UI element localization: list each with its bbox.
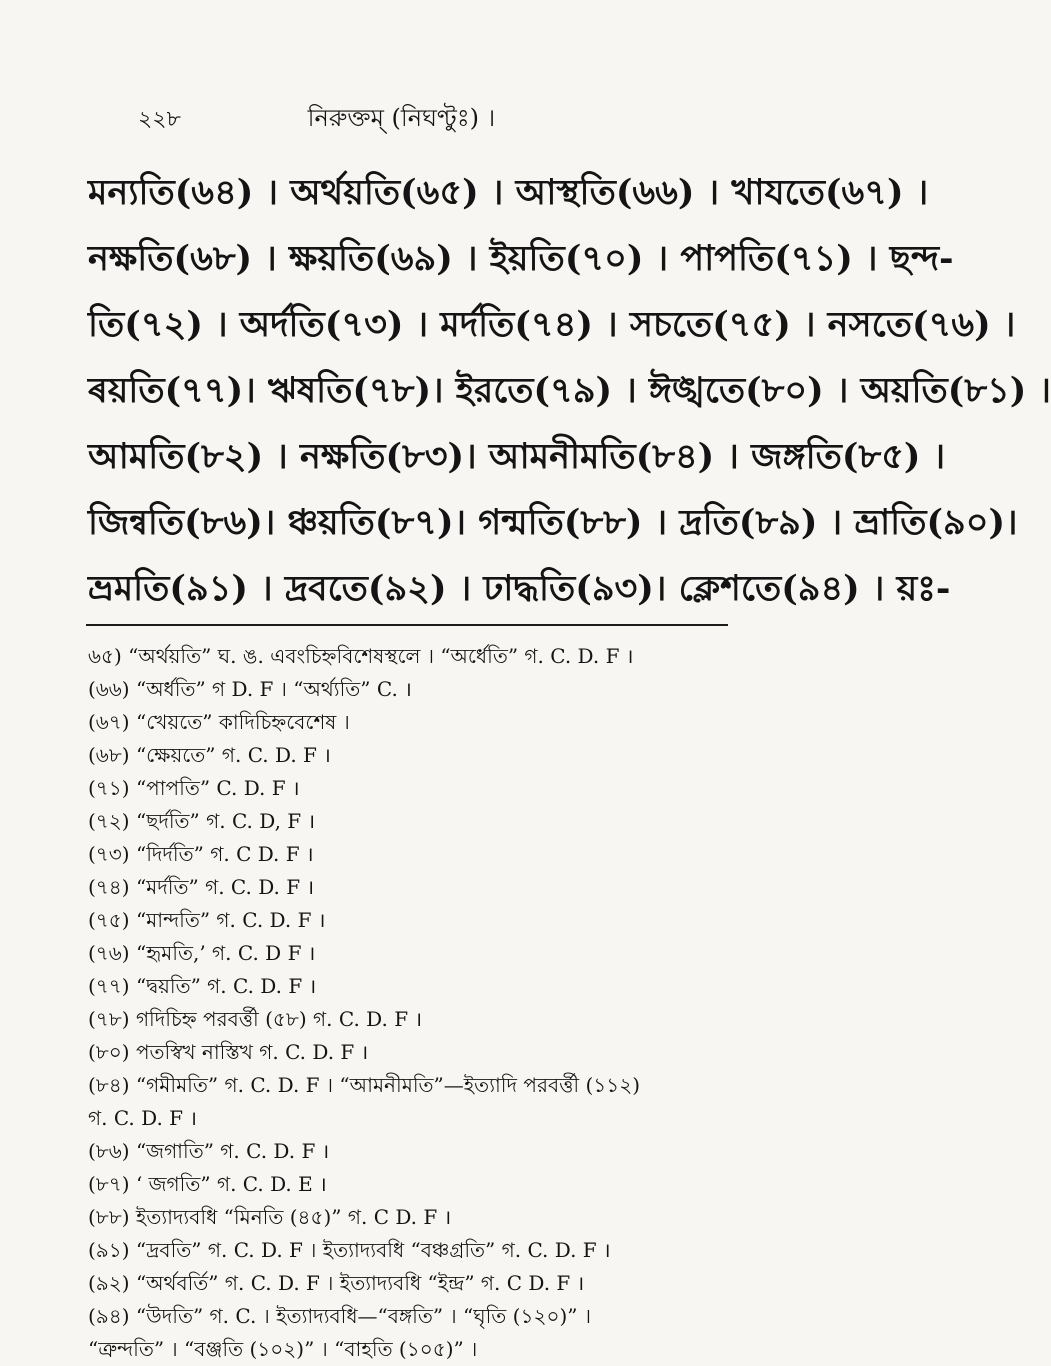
footnote: (৮৭) ‘ জগতি” গ. C. D. E ।: [88, 1172, 327, 1196]
footnote: “ত্রুন্দতি” । “বঞ্জতি (১০২)” । “বাহতি (১০৫)” ।: [88, 1337, 478, 1361]
page-number: ২২৮: [138, 107, 181, 132]
main-text-line: তি(৭২) । অর্দতি(৭৩) । মর্দতি(৭৪) । সচতে(৭৫) । নসতে(৭৬) ।: [88, 304, 1016, 345]
main-text-line: জিন্বতি(৮৬)। ঞ্চয়তি(৮৭)। গন্মতি(৮৮) । দ্রতি(৮৯) । ভ্রাতি(৯০)।: [88, 502, 1018, 543]
main-text: [88, 160, 1051, 622]
footnote: (৭৬) “হৃমতি,’ গ. C. D F ।: [88, 941, 316, 965]
footnote: (৯৪) “উদতি” গ. C. । ইত্যাদ্যবধি—“বঙ্গতি” । “ঘৃতি (১২০)” ।: [88, 1304, 591, 1328]
footnote: ৬৫) “অর্থয়তি” ঘ. ঙ. এবংচিহ্নবিশেষস্থলে । “অর্ধেতি” গ. C. D. F ।: [88, 644, 634, 668]
page-header: [138, 100, 662, 140]
footnote: (৮৬) “জগাতি” গ. C. D. F ।: [88, 1139, 330, 1163]
footnote: (৭৩) “দিৰ্দতি” গ. C D. F ।: [88, 842, 314, 866]
footnote: (৭৪) “মৰ্দতি” গ. C. D. F ।: [88, 875, 315, 899]
footnote: (৬৮) “ক্ষেয়তে” গ. C. D. F ।: [88, 743, 331, 767]
main-text-line: ভ্রমতি(৯১) । দ্রবতে(৯২) । ঢাদ্ধতি(৯৩)। ক্লেশতে(৯৪) । য়ঃ-: [88, 568, 951, 609]
footnote: (৭১) “পাপতি” C. D. F ।: [88, 776, 300, 800]
page-title: নিরুক্তম্ (নিঘণ্টুঃ) ।: [307, 104, 496, 132]
footnote: (৭৮) গদিচিহ্ন পরবৰ্ত্তী (৫৮) গ. C. D. F ।: [88, 1007, 423, 1031]
footnote: (৭৫) “মান্দতি” গ. C. D. F ।: [88, 908, 326, 932]
footnote: (৮৪) “গমীমতি” গ. C. D. F । “আমনীমতি”—ইত্যাদি পরবৰ্ত্তী (১১২): [88, 1073, 641, 1097]
footnote: (৮০) পতস্বিখ নাস্তিখ গ. C. D. F ।: [88, 1040, 369, 1064]
footnote: (৬৬) “অৰ্ধতি” গ D. F । “অৰ্থ্যতি” C. ।: [88, 677, 412, 701]
footnote: (৬৭) “খেয়তে” কাদিচিহ্নবেশেষ ।: [88, 710, 350, 734]
main-text-line: আমতি(৮২) । নক্ষতি(৮৩)। আমনীমতি(৮৪) । জঙ্গতি(৮৫) ।: [88, 436, 946, 477]
footnote: (৯১) “দ্ৰবতি” গ. C. D. F । ইত্যাদ্যবধি “বঞ্চগ্রতি” গ. C. D. F ।: [88, 1238, 611, 1262]
main-text-line: ৰয়তি(৭৭)। ঋষতি(৭৮)। ইরতে(৭৯) । ঈঙ্খতে(৮০) । অয়তি(৮১) ।: [88, 370, 1051, 411]
main-text-line: মন্যতি(৬৪) । অর্থয়তি(৬৫) । আস্থতি(৬৬) । খাযতে(৬৭) ।: [88, 172, 929, 213]
footnote: গ. C. D. F ।: [88, 1106, 197, 1130]
footnote: (৯২) “অৰ্থবৰ্তি” গ. C. D. F । ইত্যাদ্যবধি “ইন্দ্র” গ. C D. F ।: [88, 1271, 585, 1295]
footnote: (৮৮) ইত্যাদ্যবধি “মিনতি (৪৫)” গ. C D. F ।: [88, 1205, 452, 1229]
footnotes: [88, 640, 738, 1366]
footnote: (৭২) “ছৰ্দতি” গ. C. D, F ।: [88, 809, 316, 833]
footnote-divider: [86, 624, 728, 626]
main-text-line: নক্ষতি(৬৮) । ক্ষয়তি(৬৯) । ইয়তি(৭০) । পাপতি(৭১) । ছন্দ-: [88, 238, 954, 279]
footnote: (৭৭) “দ্বয়তি” গ. C. D. F ।: [88, 974, 317, 998]
